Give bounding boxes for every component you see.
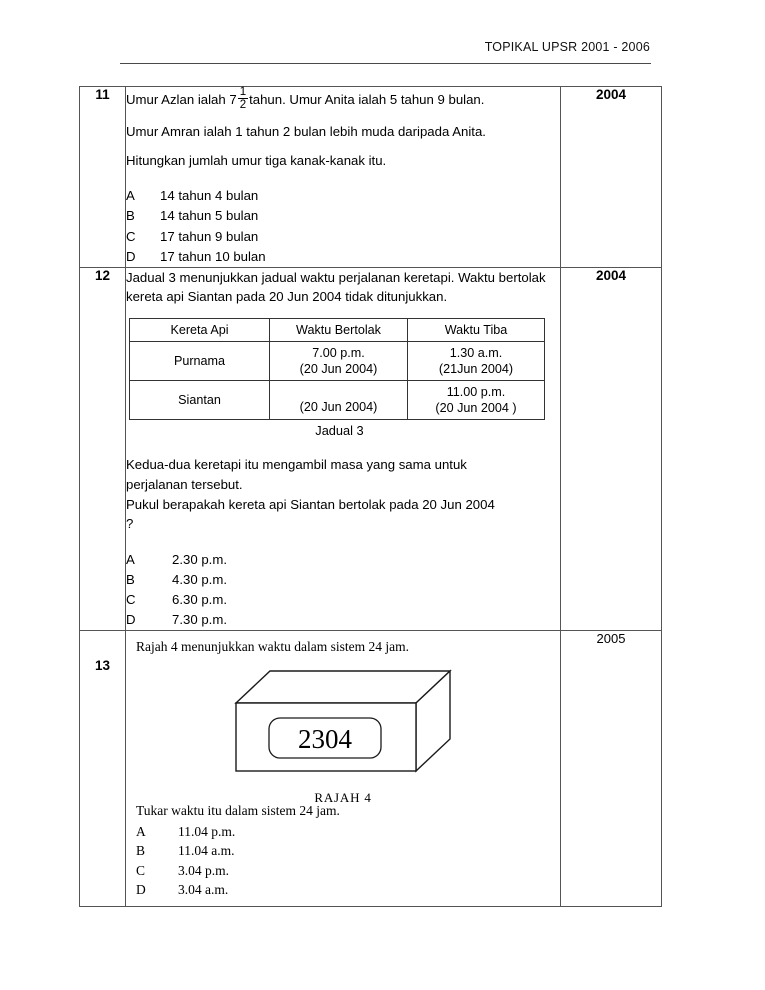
schedule-cell-depart-siantan: [270, 381, 408, 420]
arrive-time-purnama: 1.30 a.m.: [449, 346, 503, 361]
option-letter-d: D: [136, 882, 146, 898]
option-text-b: 14 tahun 5 bulan: [160, 208, 259, 224]
option-row-a[interactable]: [136, 822, 550, 842]
option-letter-a: A: [136, 823, 146, 839]
schedule-cell-depart-purnama: [270, 342, 408, 381]
schedule-row-purnama: [130, 342, 545, 381]
option-letter-b: B: [126, 572, 135, 588]
option-letter-c: C: [126, 228, 136, 244]
option-text-d: 7.30 p.m.: [172, 612, 227, 628]
question-number-12: 12: [80, 267, 126, 631]
option-row-a[interactable]: [126, 550, 560, 570]
table-row: [80, 267, 662, 631]
arrive-date-siantan: (20 Jun 2004 ): [435, 401, 517, 416]
option-text-c: 6.30 p.m.: [172, 592, 227, 608]
header-divider-rule: [120, 63, 651, 64]
table-row: [80, 631, 662, 907]
schedule-header-waktu-bertolak: Waktu Bertolak: [270, 318, 408, 341]
option-letter-d: D: [126, 248, 136, 264]
schedule-header-row: [130, 318, 545, 341]
option-row-b[interactable]: [126, 570, 560, 590]
option-text-b: 4.30 p.m.: [172, 572, 227, 588]
table-row: [80, 87, 662, 268]
arrive-date-purnama: (21Jun 2004): [438, 362, 514, 377]
option-text-a: 11.04 p.m.: [178, 823, 236, 839]
q11-text-before-fraction: Umur Azlan ialah 7: [126, 92, 237, 108]
option-letter-a: A: [126, 552, 135, 568]
jadual-3-table: [129, 318, 545, 421]
option-row-b[interactable]: [126, 206, 560, 226]
clock-box-diagram: [228, 665, 458, 783]
question-13-prompt: Tukar waktu itu dalam sistem 24 jam.: [136, 802, 340, 818]
answer-options-13: [136, 822, 550, 900]
option-letter-b: B: [136, 843, 146, 859]
option-row-d[interactable]: [126, 610, 560, 630]
option-letter-b: B: [126, 208, 135, 224]
q12-followup-line3: Pukul berapakah kereta api Siantan bertolak pada 20 Jun 2004: [126, 496, 495, 512]
box-top-face: [236, 671, 450, 703]
questions-table: [79, 86, 662, 907]
question-11-statement-line1: [126, 87, 560, 112]
schedule-header-kereta-api: Kereta Api: [130, 318, 270, 341]
question-body-11: [126, 87, 561, 268]
option-text-a: 14 tahun 4 bulan: [160, 188, 259, 204]
schedule-cell-train-siantan: Siantan: [130, 381, 270, 420]
option-row-d[interactable]: [126, 247, 560, 267]
option-letter-c: C: [136, 862, 146, 878]
schedule-table-wrapper: [126, 318, 560, 441]
rajah-4-caption: RAJAH 4: [314, 789, 372, 805]
option-text-c: 17 tahun 9 bulan: [160, 228, 259, 244]
depart-date-siantan: (20 Jun 2004): [299, 399, 378, 414]
q12-followup-line2: perjalanan tersebut.: [126, 476, 243, 492]
schedule-cell-arrive-purnama: [408, 342, 545, 381]
fraction-one-half: [238, 86, 248, 111]
schedule-row-siantan: [130, 381, 545, 420]
depart-date-purnama: (20 Jun 2004): [299, 362, 378, 377]
question-12-followup: [126, 455, 560, 534]
option-text-d: 3.04 a.m.: [178, 882, 229, 898]
fraction-numerator: 1: [239, 85, 247, 98]
option-letter-a: A: [126, 188, 135, 204]
option-row-d[interactable]: [136, 880, 550, 900]
option-row-c[interactable]: [126, 227, 560, 247]
question-year-11: 2004: [561, 87, 662, 268]
page-header: TOPIKAL UPSR 2001 - 2006: [484, 40, 650, 54]
question-year-12: 2004: [561, 267, 662, 631]
option-text-c: 3.04 p.m.: [178, 862, 230, 878]
question-number-13: 13: [80, 631, 126, 907]
arrive-time-siantan: 11.00 p.m.: [446, 385, 506, 400]
question-11-statement-line2: Umur Amran ialah 1 tahun 2 bulan lebih muda daripada Anita.: [126, 124, 486, 140]
option-row-c[interactable]: [136, 861, 550, 881]
question-number-11: 11: [80, 87, 126, 268]
rajah-4-figure: [136, 665, 550, 805]
question-11-statement-line3: Hitungkan jumlah umur tiga kanak-kanak itu.: [126, 153, 387, 169]
jadual-3-caption: Jadual 3: [315, 423, 364, 439]
depart-time-siantan-blank: [272, 386, 405, 399]
option-row-c[interactable]: [126, 590, 560, 610]
clock-display-value: 2304: [298, 723, 352, 754]
answer-options-12: [126, 550, 560, 630]
question-body-13: [126, 631, 561, 907]
answer-options-11: [126, 186, 560, 266]
schedule-header-waktu-tiba: Waktu Tiba: [408, 318, 545, 341]
q12-followup-line1: Kedua-dua keretapi itu mengambil masa yang sama untuk: [126, 457, 467, 473]
schedule-cell-train-purnama: Purnama: [130, 342, 270, 381]
schedule-cell-arrive-siantan: [408, 381, 545, 420]
option-letter-d: D: [126, 612, 136, 628]
question-12-intro: Jadual 3 menunjukkan jadual waktu perjalanan keretapi. Waktu bertolak kereta api Siantan pada 20 Jun 2004 tidak ditunjukkan.: [126, 269, 546, 304]
option-text-d: 17 tahun 10 bulan: [160, 248, 266, 264]
option-row-a[interactable]: [126, 186, 560, 206]
depart-time-purnama: 7.00 p.m.: [312, 346, 365, 361]
option-text-b: 11.04 a.m.: [178, 843, 235, 859]
question-13-intro: Rajah 4 menunjukkan waktu dalam sistem 24 jam.: [136, 639, 409, 655]
question-body-12: [126, 267, 561, 631]
q11-text-after-fraction: tahun. Umur Anita ialah 5 tahun 9 bulan.: [249, 92, 485, 108]
question-year-13: 2005: [561, 631, 662, 907]
q12-followup-line4: ?: [126, 516, 134, 532]
option-row-b[interactable]: [136, 841, 550, 861]
fraction-denominator: 2: [239, 98, 247, 111]
option-letter-c: C: [126, 592, 136, 608]
option-text-a: 2.30 p.m.: [172, 552, 227, 568]
